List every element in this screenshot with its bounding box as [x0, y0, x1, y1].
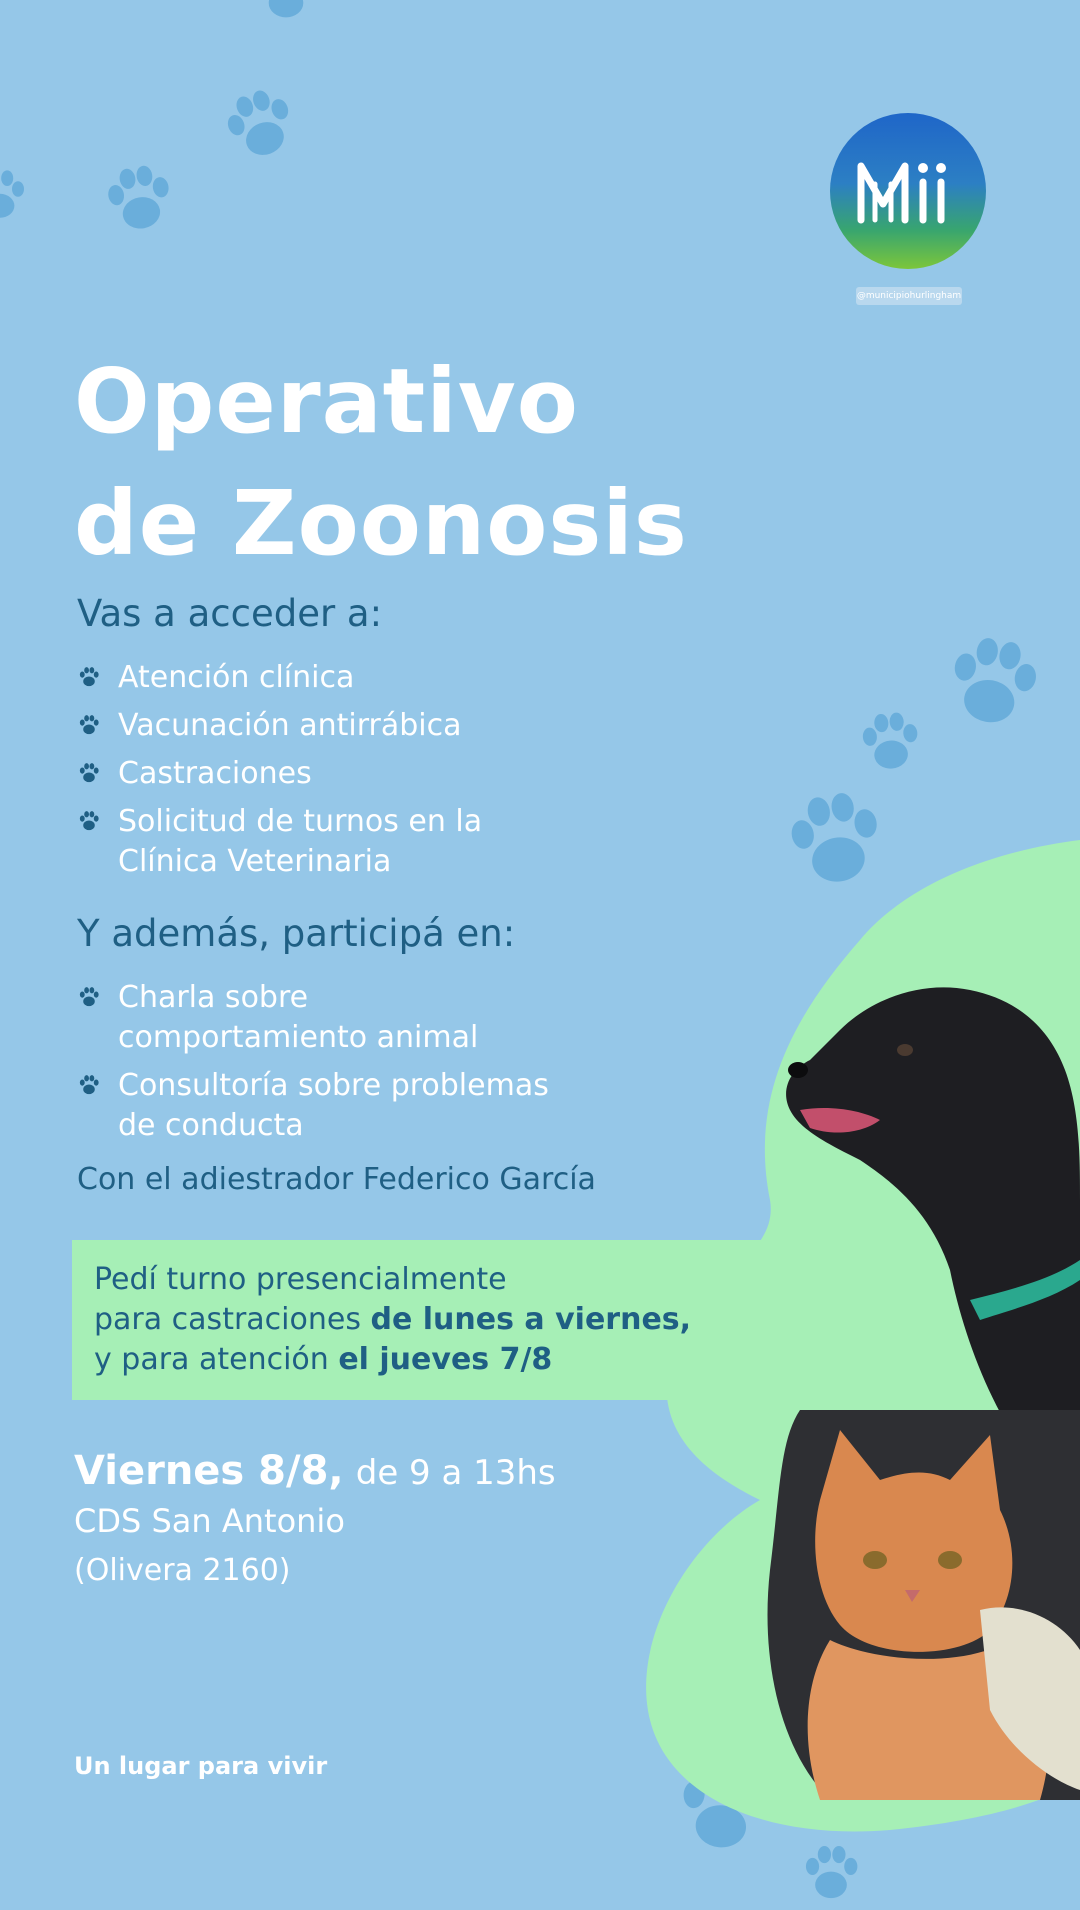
list-item-label: Charla sobre comportamiento animal	[118, 980, 479, 1055]
list-item	[77, 754, 558, 794]
list-item	[77, 706, 558, 746]
paw-print-icon	[94, 154, 184, 244]
paw-icon	[77, 665, 101, 689]
participate-list	[77, 978, 558, 1154]
callout-line-1: Pedí turno presencialmente	[94, 1262, 507, 1297]
event-day: Viernes 8/8,	[74, 1448, 344, 1494]
paw-print-icon	[932, 622, 1054, 744]
list-item	[77, 978, 548, 1058]
slogan: Un lugar para vivir	[74, 1752, 328, 1780]
callout-line-2-text: para castraciones	[94, 1302, 371, 1337]
cat-photo	[760, 1410, 1080, 1800]
participate-heading: Y además, participá en:	[77, 912, 516, 955]
event-hours: de 9 a 13hs	[355, 1453, 556, 1493]
event-venue: CDS San Antonio	[74, 1502, 345, 1540]
paw-print-icon	[795, 1840, 867, 1906]
appointment-callout	[72, 1240, 766, 1400]
title-line-2: de Zoonosis	[74, 471, 688, 575]
list-item	[77, 658, 558, 698]
list-item-label: Vacunación antirrábica	[118, 708, 462, 743]
event-date	[74, 1445, 556, 1499]
list-item-label: Consultoría sobre problemas de conducta	[118, 1068, 549, 1143]
logo-mark-icon	[853, 156, 963, 226]
trainer-note: Con el adiestrador Federico García	[77, 1162, 596, 1197]
paw-icon	[77, 1073, 101, 1097]
paw-icon	[77, 761, 101, 785]
event-address: (Olivera 2160)	[74, 1553, 291, 1588]
paw-icon	[77, 713, 101, 737]
callout-line-3-text: y para atención	[94, 1342, 339, 1377]
list-item	[77, 1066, 558, 1146]
title-line-1: Operativo	[74, 349, 579, 453]
callout-line-3-emphasis: el jueves 7/8	[338, 1342, 553, 1377]
dog-photo	[780, 960, 1080, 1430]
paw-print-icon	[209, 74, 312, 177]
paw-print-icon	[0, 160, 30, 230]
callout-line-2	[94, 1300, 744, 1340]
list-item	[77, 802, 558, 882]
page-title	[74, 340, 688, 584]
list-item-label: Castraciones	[118, 756, 312, 791]
paw-print-icon	[250, 0, 322, 30]
callout-line-3	[94, 1340, 744, 1380]
access-list	[77, 658, 558, 890]
paw-icon	[77, 985, 101, 1009]
paw-print-icon	[852, 704, 928, 780]
paw-icon	[77, 809, 101, 833]
list-item-label: Atención clínica	[118, 660, 355, 695]
list-item-label: Solicitud de turnos en la Clínica Veterinaria	[118, 804, 483, 879]
social-handle: @municipiohurlingham	[856, 287, 962, 305]
callout-line-2-emphasis: de lunes a viernes,	[370, 1302, 692, 1337]
municipality-logo	[830, 113, 986, 269]
access-heading: Vas a acceder a:	[77, 592, 383, 635]
